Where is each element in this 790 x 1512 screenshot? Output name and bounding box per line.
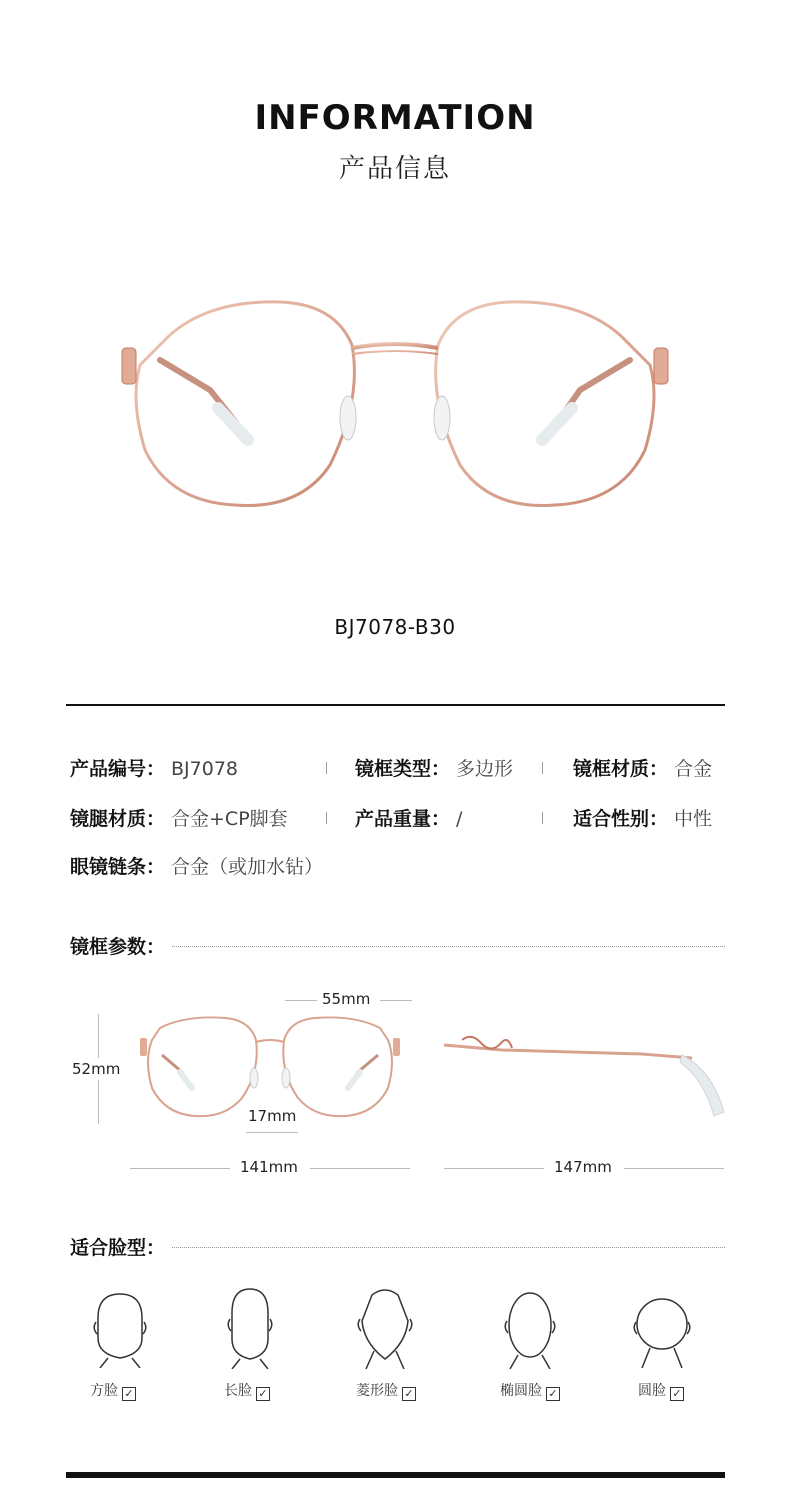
face-outline-icon: [352, 1283, 418, 1369]
spec-value: BJ7078: [171, 758, 239, 780]
dimension-line: [444, 1168, 544, 1169]
checkbox-icon: ✓: [256, 1387, 270, 1401]
spec-value: 多边形: [456, 758, 514, 780]
face-shape-label: 适合脸型：: [70, 1237, 166, 1259]
face-outline-icon: [218, 1283, 282, 1369]
spec-product-code: [70, 754, 238, 781]
spec-key: 镜框材质：: [573, 758, 669, 780]
dotted-leader: [172, 946, 725, 947]
spec-value: 合金+CP脚套: [171, 808, 288, 830]
dimension-line: [310, 1168, 410, 1169]
spec-key: 眼镜链条：: [70, 856, 166, 878]
checkbox-icon: ✓: [670, 1387, 684, 1401]
face-item-square: [90, 1380, 136, 1401]
face-name: 长脸: [224, 1383, 252, 1399]
spec-value: 合金: [674, 758, 713, 780]
frame-params-label: 镜框参数：: [70, 936, 166, 958]
face-item-round: [638, 1380, 684, 1401]
dimension-line: [246, 1132, 298, 1133]
dimension-line: [130, 1168, 230, 1169]
glasses-front-image: [100, 290, 690, 530]
spec-separator: [326, 812, 327, 824]
bottom-divider: [66, 1472, 725, 1478]
dim-temple-length: 147mm: [554, 1158, 612, 1176]
spec-key: 适合性别：: [573, 808, 669, 830]
face-name: 菱形脸: [356, 1383, 398, 1399]
product-model: BJ7078-B30: [334, 615, 456, 639]
spec-separator: [542, 812, 543, 824]
spec-value: 中性: [674, 808, 713, 830]
glasses-dimension-side-image: [442, 1030, 727, 1130]
face-name: 椭圆脸: [500, 1383, 542, 1399]
dim-bridge: 17mm: [248, 1107, 297, 1125]
spec-gender: [573, 804, 712, 831]
spec-key: 产品重量：: [355, 808, 451, 830]
spec-key: 镜腿材质：: [70, 808, 166, 830]
title-chinese: 产品信息: [338, 154, 451, 184]
spec-temple-material: [70, 804, 288, 831]
face-item-oval: [500, 1380, 560, 1401]
section-divider: [66, 704, 725, 706]
dimension-line: [624, 1168, 724, 1169]
face-item-diamond: [356, 1380, 416, 1401]
face-name: 圆脸: [638, 1383, 666, 1399]
spec-weight: [355, 804, 462, 831]
spec-key: 镜框类型：: [355, 758, 451, 780]
spec-chain: [70, 852, 323, 879]
dimension-line: [285, 1000, 317, 1001]
face-outline-icon: [498, 1285, 562, 1369]
spec-frame-type: [355, 754, 513, 781]
spec-key: 产品编号：: [70, 758, 166, 780]
face-outline-icon: [88, 1288, 152, 1368]
dotted-leader: [172, 1247, 725, 1248]
dim-frame-width: 141mm: [240, 1158, 298, 1176]
face-name: 方脸: [90, 1383, 118, 1399]
checkbox-icon: ✓: [546, 1387, 560, 1401]
spec-frame-material: [573, 754, 712, 781]
checkbox-icon: ✓: [122, 1387, 136, 1401]
spec-value: /: [456, 808, 463, 830]
spec-separator: [326, 762, 327, 774]
spec-separator: [542, 762, 543, 774]
checkbox-icon: ✓: [402, 1387, 416, 1401]
face-outline-icon: [630, 1288, 694, 1368]
spec-value: 合金（或加水钻）: [171, 856, 324, 878]
dim-lens-height: 52mm: [72, 1060, 121, 1078]
face-item-long: [224, 1380, 270, 1401]
title-english: INFORMATION: [254, 98, 536, 138]
dimension-line: [380, 1000, 412, 1001]
dim-lens-width: 55mm: [322, 990, 371, 1008]
